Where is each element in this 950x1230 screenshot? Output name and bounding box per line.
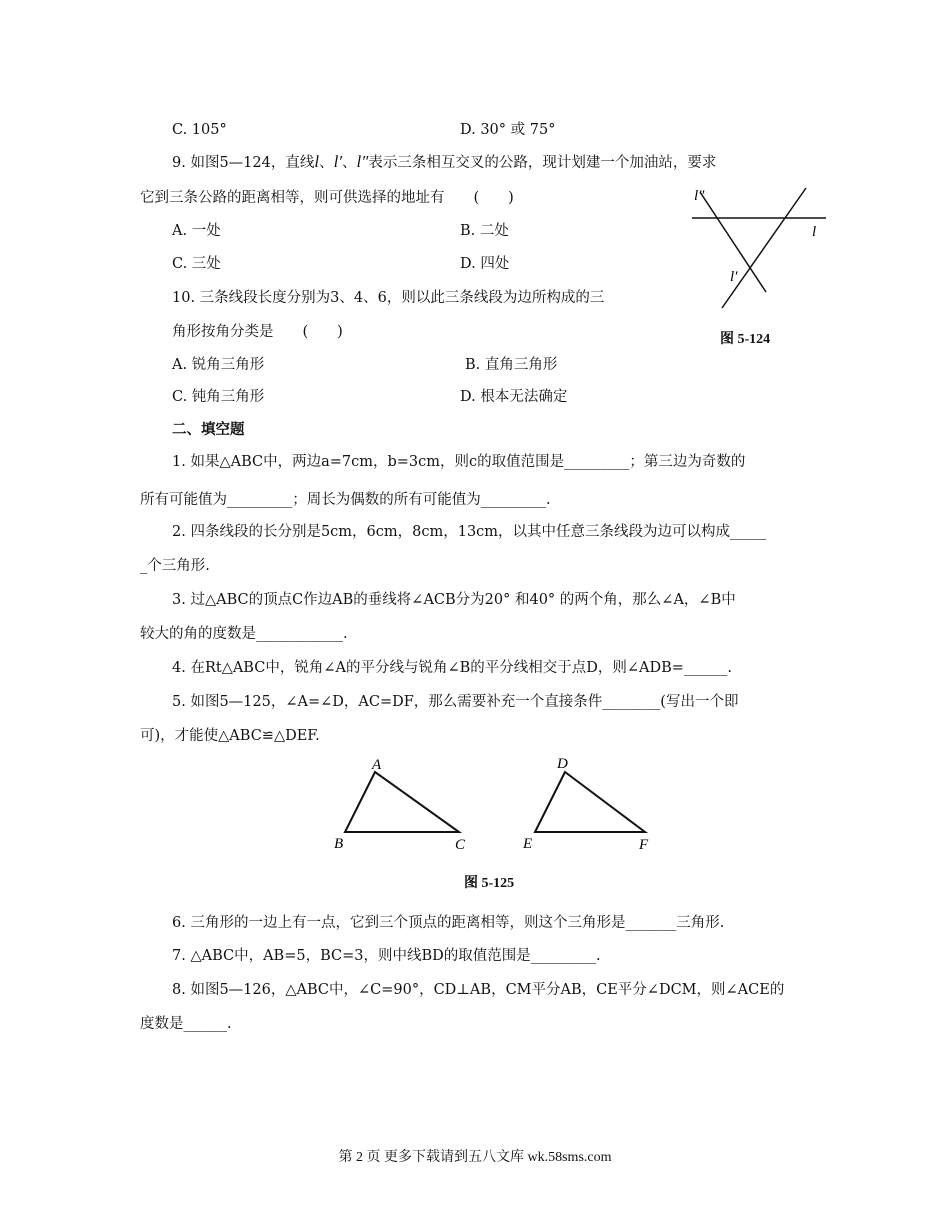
figure-5-125-caption: 图 5-125 [464, 876, 515, 891]
q9-line-l-double-prime: l″ [356, 152, 369, 171]
label-l-double-prime: l″ [694, 188, 705, 204]
label-e: E [523, 836, 533, 852]
label-a: A [372, 757, 382, 773]
figure-5-124 [680, 180, 840, 320]
q10-option-d: D. 根本无法确定 [460, 389, 568, 405]
q9-option-d: D. 四处 [460, 256, 510, 272]
triangle-def [535, 772, 645, 832]
q9-sep-2: 、 [342, 155, 357, 171]
fill-q3-line-1: 3. 过△ABC的顶点C作边AB的垂线将∠ACB分为20° 和40° 的两个角，那么∠A，∠B中 [172, 592, 736, 608]
fill-q2-line-1: 2. 四条线段的长分别是5cm，6cm，8cm，13cm，以其中任意三条线段为边可以构成_____ [172, 524, 767, 540]
label-c: C [455, 837, 466, 853]
label-l: l [812, 224, 817, 240]
q9-sep-1: 、 [319, 155, 334, 171]
q9-option-b: B. 二处 [460, 223, 509, 239]
q8-option-c: C. 105° [172, 122, 227, 138]
section-2-title: 二、填空题 [172, 422, 245, 438]
q9-line-l: l [314, 152, 320, 171]
q9-option-c: C. 三处 [172, 256, 221, 272]
q9-prefix: 9. 如图5—124，直线 [172, 155, 315, 171]
fill-q7-line-1: 7. △ABC中，AB=5，BC=3，则中线BD的取值范围是_________. [172, 948, 601, 964]
figure-5-125 [325, 752, 665, 862]
q9-line-2: 它到三条公路的距离相等，则可供选择的地址有 ( ) [140, 190, 514, 206]
fill-q8-line-1: 8. 如图5—126，△ABC中，∠C=90°，CD⊥AB，CM平分AB，CE平分∠DCM，则∠ACE的 [172, 982, 785, 998]
fill-q3-line-2: 较大的角的度数是____________. [140, 626, 348, 642]
page-footer: 第 2 页 更多下载请到五八文库 wk.58sms.com [338, 1150, 612, 1165]
label-l-prime: l′ [730, 269, 738, 285]
q9-line-l-prime: l′ [333, 152, 343, 171]
q9-suffix: 表示三条相互交叉的公路，现计划建一个加油站，要求 [368, 155, 717, 171]
fill-q4-line-1: 4. 在Rt△ABC中，锐角∠A的平分线与锐角∠B的平分线相交于点D，则∠ADB=______. [172, 660, 733, 676]
triangle-abc [345, 772, 459, 832]
fill-q1-line-1: 1. 如果△ABC中，两边a=7cm，b=3cm，则c的取值范围是_________；第三边为奇数的 [172, 454, 746, 470]
fill-q5-line-1: 5. 如图5—125，∠A=∠D，AC=DF，那么需要补充一个直接条件________(写出一个即 [172, 694, 739, 710]
figure-5-124-caption: 图 5-124 [720, 332, 771, 347]
q9-option-a: A. 一处 [172, 223, 221, 239]
q10-option-b: B. 直角三角形 [465, 357, 558, 373]
q8-option-d: D. 30° 或 75° [460, 122, 556, 138]
q10-line-1: 10. 三条线段长度分别为3、4、6，则以此三条线段为边所构成的三 [172, 290, 605, 306]
q10-option-c: C. 钝角三角形 [172, 389, 265, 405]
q9-line-1 [172, 152, 716, 173]
fill-q5-line-2: 可)，才能使△ABC≌△DEF. [140, 728, 320, 744]
fill-q1-line-2: 所有可能值为_________；周长为偶数的所有可能值为_________. [140, 492, 551, 508]
q10-option-a: A. 锐角三角形 [172, 357, 265, 373]
fill-q6-line-1: 6. 三角形的一边上有一点，它到三个顶点的距离相等，则这个三角形是_______三角形. [172, 915, 725, 931]
label-f: F [639, 837, 649, 853]
fill-q8-line-2: 度数是______. [140, 1016, 232, 1032]
fill-q2-line-2: _个三角形. [140, 558, 210, 574]
q10-line-2: 角形按角分类是 ( ) [172, 324, 343, 340]
label-b: B [334, 836, 344, 852]
label-d: D [557, 756, 568, 772]
